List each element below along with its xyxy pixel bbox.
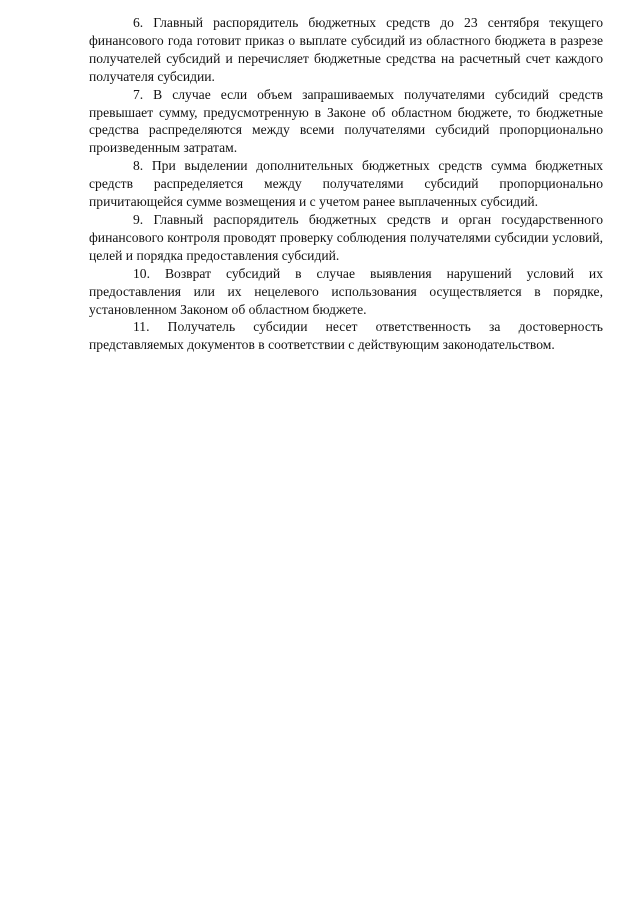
paragraph-8: 8. При выделении дополнительных бюджетных средств сумма бюджетных средств распределяется между получателями субсидий пропорционально причитающейся сумме возмещения и с учетом ранее выплаченных субсидий. <box>89 158 603 210</box>
paragraph-7: 7. В случае если объем запрашиваемых получателями субсидий средств превышает сумму, предусмотренную в Законе об областном бюджете, то бюджетные средства распределяются между всеми получателями субсидий пропорционально произведенным затратам. <box>89 86 603 156</box>
document-body <box>89 14 603 354</box>
paragraph-11: 11. Получатель субсидии несет ответственность за достоверность представляемых документов в соответствии с действующим законодательством. <box>89 319 603 353</box>
paragraph-9: 9. Главный распорядитель бюджетных средств и орган государственного финансового контроля проводят проверку соблюдения получателями субсидии условий, целей и порядка предоставления субсидий. <box>89 211 603 263</box>
paragraph-6: 6. Главный распорядитель бюджетных средств до 23 сентября текущего финансового года готовит приказ о выплате субсидий из областного бюджета в разрезе получателей субсидий и перечисляет бюджетные средства на расчетный счет каждого получателя субсидии. <box>89 15 603 84</box>
paragraph-10: 10. Возврат субсидий в случае выявления нарушений условий их предоставления или их нецелевого использования осуществляется в порядке, установленном Законом об областном бюджете. <box>89 265 603 317</box>
